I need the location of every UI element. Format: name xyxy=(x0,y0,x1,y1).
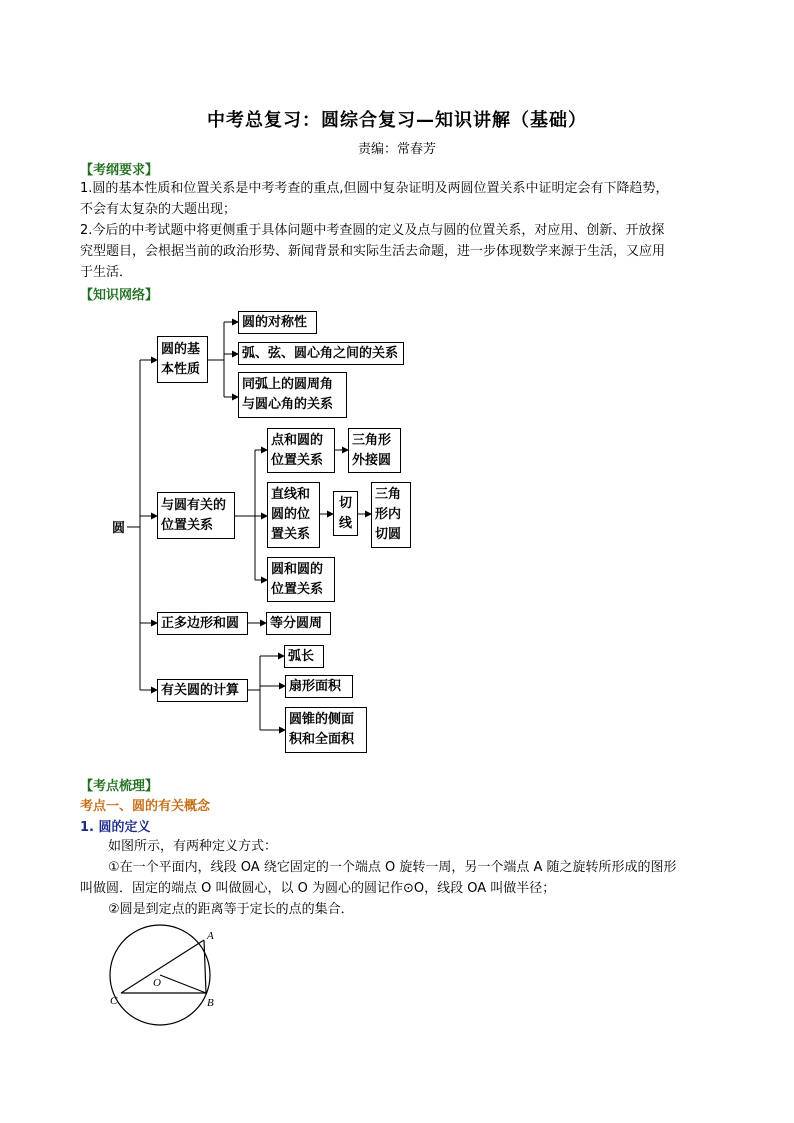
keypoint-1-title: 考点一、圆的有关概念 xyxy=(80,799,211,814)
label-o: O xyxy=(153,977,161,989)
node-sector-area: 扇形面积 xyxy=(285,675,353,698)
syllabus-item-1: 1.圆的基本性质和位置关系是中考考查的重点,但圆中复杂证明及两圆位置关系中证明定会有下降趋势， 不会有太复杂的大题出现； xyxy=(80,181,669,217)
circle-figure xyxy=(100,918,230,1033)
node-regular-polygon: 正多边形和圆 xyxy=(157,612,248,635)
label-a: A xyxy=(207,930,214,942)
node-line-circle: 直线和 圆的位 置关系 xyxy=(267,482,320,548)
syllabus-item-2: 2.今后的中考试题中将更侧重于具体问题中考查圆的定义及点与圆的位置关系，对应用、创新、开放探 究型题目，会根据当前的政治形势、新闻背景和实际生活去命题，进一步体现数学来源于生活，又应用 于生活． xyxy=(80,223,666,280)
node-circumcircle: 三角形 外接圆 xyxy=(348,428,401,473)
chord-ab xyxy=(204,940,206,993)
review-heading: 【考点梳理】 xyxy=(80,779,159,794)
node-circle-calculation: 有关圆的计算 xyxy=(157,679,248,702)
label-c: C xyxy=(110,995,118,1007)
node-tangent: 切 线 xyxy=(333,491,358,536)
node-basic-properties: 圆的基 本性质 xyxy=(157,336,208,383)
definition-intro: 如图所示，有两种定义方式： xyxy=(108,839,278,854)
node-circle-circle: 圆和圆的 位置关系 xyxy=(267,557,335,602)
node-incircle: 三角 形内 切圆 xyxy=(371,482,411,548)
definition-title: 1. 圆的定义 xyxy=(80,820,151,835)
chord-ca xyxy=(121,940,204,993)
label-b: B xyxy=(207,997,214,1009)
node-position-relations: 与圆有关的 位置关系 xyxy=(157,492,235,539)
editor-line: 责编：常春芳 xyxy=(357,142,436,157)
node-point-circle: 点和圆的 位置关系 xyxy=(267,428,335,473)
node-inscribed-angle: 同弧上的圆周角 与圆心角的关系 xyxy=(238,372,347,418)
node-arc-length: 弧长 xyxy=(284,645,324,668)
network-heading: 【知识网络】 xyxy=(80,288,159,303)
node-symmetry: 圆的对称性 xyxy=(238,311,317,334)
definition-1: ①在一个平面内，线段 OA 绕它固定的一个端点 O 旋转一周，另一个端点 A 随之旋转所形成的图形 叫做圆．固定的端点 O 叫做圆心，以 O 为圆心的圆记作⊙O，线段 OA 叫做半径； xyxy=(80,860,677,896)
network-root: 圆 xyxy=(112,521,126,536)
node-cone-area: 圆锥的侧面 积和全面积 xyxy=(285,707,367,753)
node-equal-division: 等分圆周 xyxy=(266,612,331,635)
radius-ob xyxy=(160,975,206,993)
node-arc-chord-angle: 弧、弦、圆心角之间的关系 xyxy=(238,342,404,365)
syllabus-heading: 【考纲要求】 xyxy=(80,163,159,178)
page-title: 中考总复习：圆综合复习—知识讲解（基础） xyxy=(207,110,587,131)
definition-2: ②圆是到定点的距离等于定长的点的集合． xyxy=(108,902,354,917)
